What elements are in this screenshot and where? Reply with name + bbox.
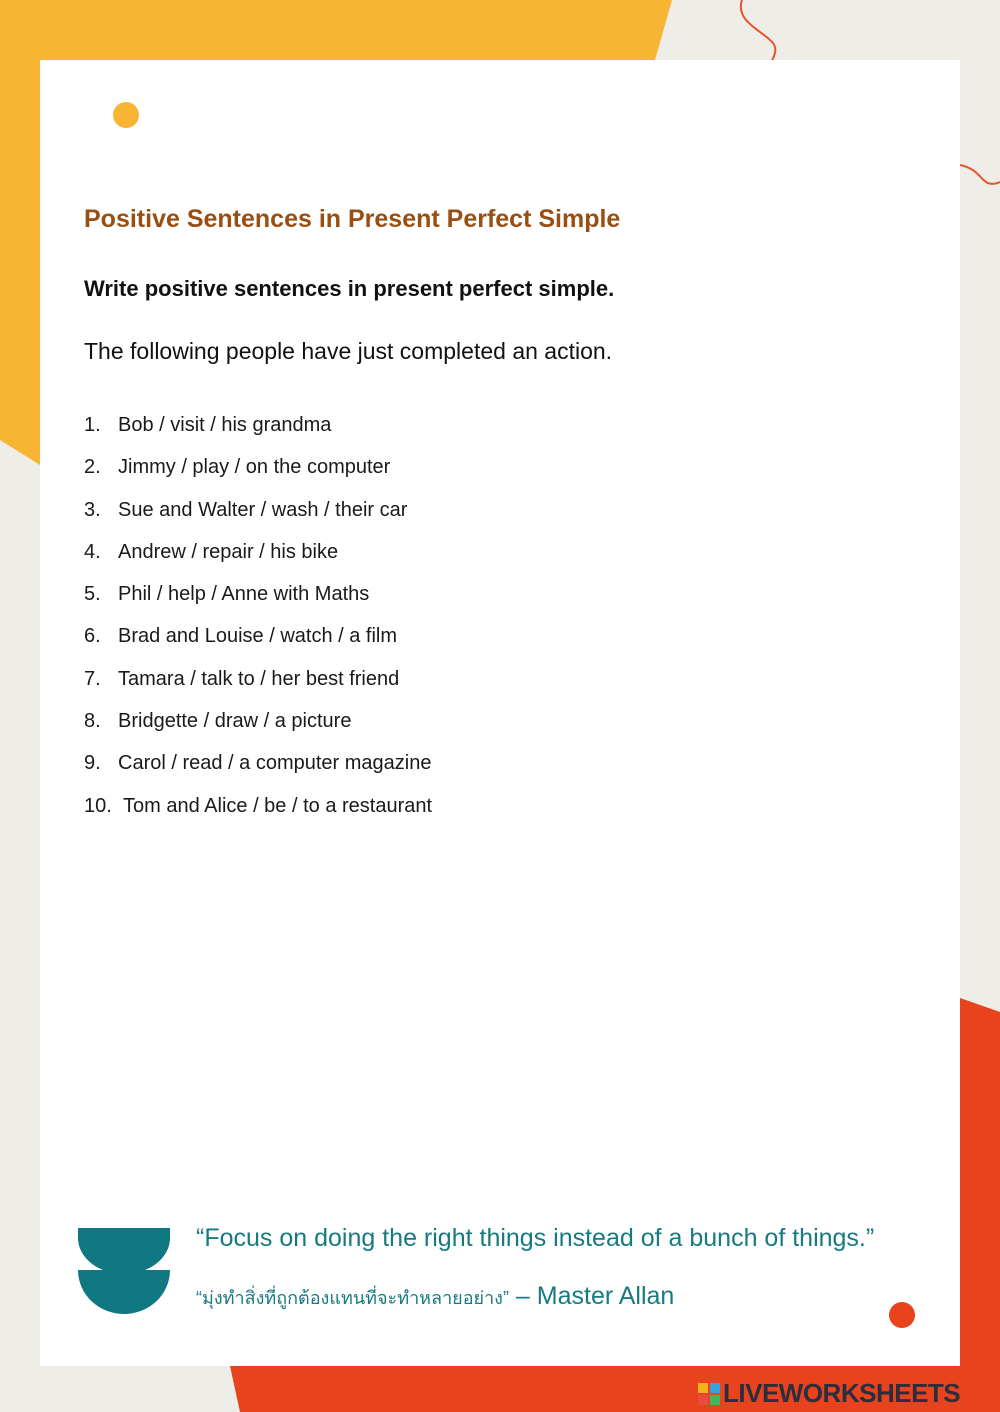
liveworksheets-logo-icon xyxy=(698,1383,720,1405)
list-item xyxy=(84,742,432,784)
list-item xyxy=(84,615,432,657)
list-item xyxy=(84,531,432,573)
item-number: 9. xyxy=(84,752,101,775)
footer-quote: “Focus on doing the right things instead of a bunch of things.” xyxy=(196,1224,875,1252)
list-item xyxy=(84,700,432,742)
item-text: Carol / read / a computer magazine xyxy=(118,752,432,775)
list-item xyxy=(84,446,432,488)
item-text: Phil / help / Anne with Maths xyxy=(118,583,370,606)
list-item xyxy=(84,489,432,531)
thai-quote: “มุ่งทำสิ่งที่ถูกต้องแทนที่จะทำหลายอย่าง” xyxy=(196,1288,509,1308)
instruction-text: Write positive sentences in present perfect simple. xyxy=(84,276,615,301)
list-item xyxy=(84,573,432,615)
orange-dot xyxy=(889,1302,915,1328)
item-number: 7. xyxy=(84,667,101,690)
item-text: Bob / visit / his grandma xyxy=(118,414,332,436)
yellow-dot xyxy=(113,102,139,128)
teal-logo-icon xyxy=(78,1228,170,1316)
item-text: Sue and Walter / wash / their car xyxy=(118,498,408,521)
subtitle-text: The following people have just completed an action. xyxy=(84,338,613,364)
item-text: Brad and Louise / watch / a film xyxy=(118,625,398,648)
quote-author: – Master Allan xyxy=(508,1282,675,1310)
footer-thai-quote-line xyxy=(196,1282,674,1312)
liveworksheets-watermark xyxy=(698,1378,960,1409)
list-item xyxy=(84,404,432,446)
item-text: Bridgette / draw / a picture xyxy=(118,710,352,733)
item-number: 5. xyxy=(84,583,101,606)
item-number: 4. xyxy=(84,540,101,563)
item-number: 2. xyxy=(84,456,101,479)
item-text: Andrew / repair / his bike xyxy=(118,540,339,563)
item-text: Jimmy / play / on the computer xyxy=(118,456,391,479)
item-text: Tamara / talk to / her best friend xyxy=(118,667,400,690)
item-number: 3. xyxy=(84,498,101,521)
watermark-text: LIVEWORKSHEETS xyxy=(723,1378,961,1408)
item-number: 8. xyxy=(84,710,101,733)
item-number: 10. xyxy=(84,794,112,817)
item-number: 1. xyxy=(84,414,101,436)
item-number: 6. xyxy=(84,625,101,648)
item-text: Tom and Alice / be / to a restaurant xyxy=(123,794,433,817)
exercise-list xyxy=(84,404,432,827)
list-item xyxy=(84,785,432,827)
worksheet-title: Positive Sentences in Present Perfect Simple xyxy=(84,205,621,233)
list-item xyxy=(84,658,432,700)
